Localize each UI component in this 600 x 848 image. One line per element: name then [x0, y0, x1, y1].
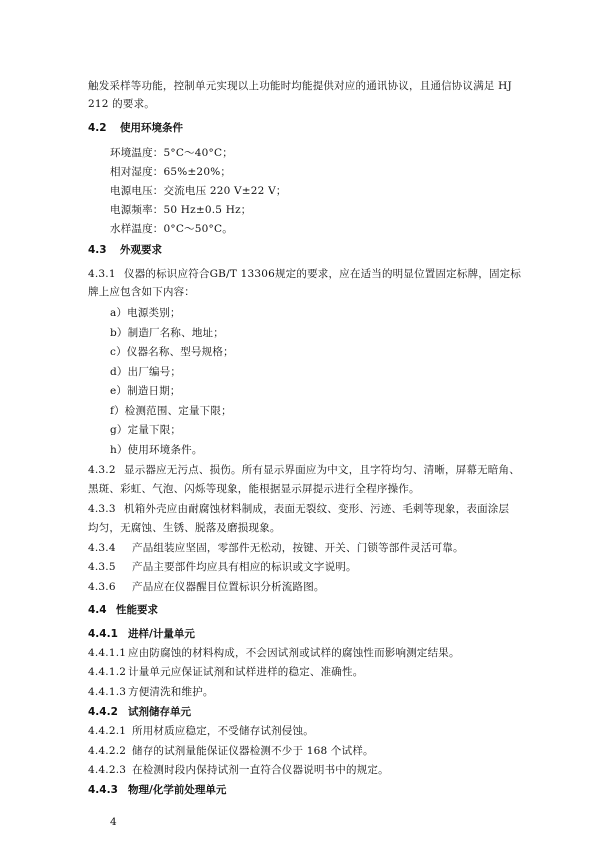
- env-condition-item: 环境温度：5°C～40°C；: [110, 147, 233, 159]
- section-title: 使用环境条件: [120, 122, 183, 134]
- section-heading-4-4-2: [88, 705, 191, 719]
- clause-4-4-2-2: [88, 744, 374, 758]
- clause-text: 仪器的标识应符合GB/T 13306规定的要求，应在适当的明显位置固定标牌，固定标: [124, 268, 522, 280]
- env-condition-item: 相对湿度：65%±20%；: [110, 166, 232, 178]
- list-item: e）制造日期；: [110, 385, 181, 397]
- clause-4-3-4: [88, 541, 464, 555]
- list-item: g）定量下限；: [110, 424, 182, 436]
- clause-number: 4.4.1.1: [88, 647, 127, 659]
- section-number: 4.4.2: [88, 706, 118, 718]
- list-item: c）仪器名称、型号规格；: [110, 346, 234, 358]
- env-condition-item: 电源频率：50 Hz±0.5 Hz；: [110, 204, 252, 216]
- section-heading-4-2: [88, 121, 183, 135]
- section-title: 性能要求: [116, 604, 158, 616]
- clause-4-4-1-2: [88, 665, 363, 679]
- section-heading-4-4-3: [88, 783, 226, 797]
- page-number: 4: [110, 816, 117, 828]
- clause-text: 在检测时段内保持试剂一直符合仪器说明书中的规定。: [132, 764, 389, 776]
- section-title: 试剂储存单元: [128, 706, 191, 718]
- list-item: d）出厂编号；: [110, 366, 182, 378]
- list-item: h）使用环境条件。: [110, 444, 203, 456]
- clause-number: 4.4.2.3: [88, 764, 127, 776]
- section-heading-4-4: [88, 603, 158, 617]
- paragraph-line: 触发采样等功能，控制单元实现以上功能时均能提供对应的通讯协议，且通信协议满足 HJ: [88, 80, 512, 92]
- clause-text: 所用材质应稳定，不受储存试剂侵蚀。: [132, 725, 314, 737]
- clause-4-3-5: [88, 560, 357, 574]
- clause-text: 计量单元应保证试剂和试样进样的稳定、准确性。: [128, 666, 364, 678]
- section-heading-4-3: [88, 243, 162, 257]
- clause-text: 方便清洗和维护。: [128, 686, 214, 698]
- paragraph-line: 牌上应包含如下内容：: [88, 286, 195, 298]
- clause-number: 4.3.3: [88, 503, 116, 515]
- clause-4-3-2: [88, 463, 520, 477]
- paragraph-line: 均匀，无腐蚀、生锈、脱落及磨损现象。: [88, 522, 281, 534]
- list-item: a）电源类别；: [110, 307, 181, 319]
- paragraph-line: 212 的要求。: [88, 98, 155, 110]
- clause-number: 4.3.2: [88, 464, 116, 476]
- clause-text: 产品主要部件均应具有相应的标识或文字说明。: [132, 561, 357, 573]
- clause-text: 储存的试剂量能保证仪器检测不少于 168 个试样。: [132, 745, 374, 757]
- section-number: 4.4.3: [88, 784, 118, 796]
- section-number: 4.4: [88, 604, 107, 616]
- clause-text: 应由防腐蚀的材料构成，不会因试剂或试样的腐蚀性而影响测定结果。: [128, 647, 460, 659]
- section-number: 4.2: [88, 122, 107, 134]
- clause-number: 4.4.2.2: [88, 745, 127, 757]
- paragraph-line: 黑斑、彩虹、气泡、闪烁等现象，能根据显示屏提示进行全程序操作。: [88, 483, 420, 495]
- section-title: 进样/计量单元: [128, 628, 195, 640]
- clause-4-4-2-1: [88, 724, 314, 738]
- list-item: f）检测范围、定量下限；: [110, 405, 232, 417]
- clause-number: 4.4.1.3: [88, 686, 127, 698]
- clause-number: 4.3.1: [88, 268, 116, 280]
- env-condition-item: 电源电压：交流电压 220 V±22 V；: [110, 185, 287, 197]
- clause-number: 4.4.1.2: [88, 666, 127, 678]
- clause-text: 显示器应无污点、损伤。所有显示界面应为中文，且字符均匀、清晰，屏幕无暗角、: [124, 464, 520, 476]
- clause-number: 4.4.2.1: [88, 725, 127, 737]
- clause-4-3-1: [88, 267, 521, 281]
- section-number: 4.3: [88, 244, 107, 256]
- clause-4-3-3: [88, 502, 509, 516]
- section-heading-4-4-1: [88, 627, 195, 641]
- section-title: 物理/化学前处理单元: [128, 784, 227, 796]
- clause-number: 4.3.5: [88, 561, 116, 573]
- list-item: b）制造厂名称、地址；: [110, 327, 224, 339]
- clause-text: 产品组装应坚固，零部件无松动，按键、开关、门锁等部件灵活可靠。: [132, 542, 464, 554]
- clause-4-4-2-3: [88, 763, 389, 777]
- clause-4-3-6: [88, 580, 325, 594]
- clause-number: 4.3.4: [88, 542, 116, 554]
- env-condition-item: 水样温度：0°C～50°C。: [110, 223, 233, 235]
- clause-number: 4.3.6: [88, 581, 116, 593]
- clause-text: 机箱外壳应由耐腐蚀材料制成，表面无裂纹、变形、污迹、毛刺等现象，表面涂层: [124, 503, 510, 515]
- clause-text: 产品应在仪器醒目位置标识分析流路图。: [132, 581, 325, 593]
- clause-4-4-1-3: [88, 685, 214, 699]
- clause-4-4-1-1: [88, 646, 460, 660]
- section-title: 外观要求: [120, 244, 162, 256]
- section-number: 4.4.1: [88, 628, 118, 640]
